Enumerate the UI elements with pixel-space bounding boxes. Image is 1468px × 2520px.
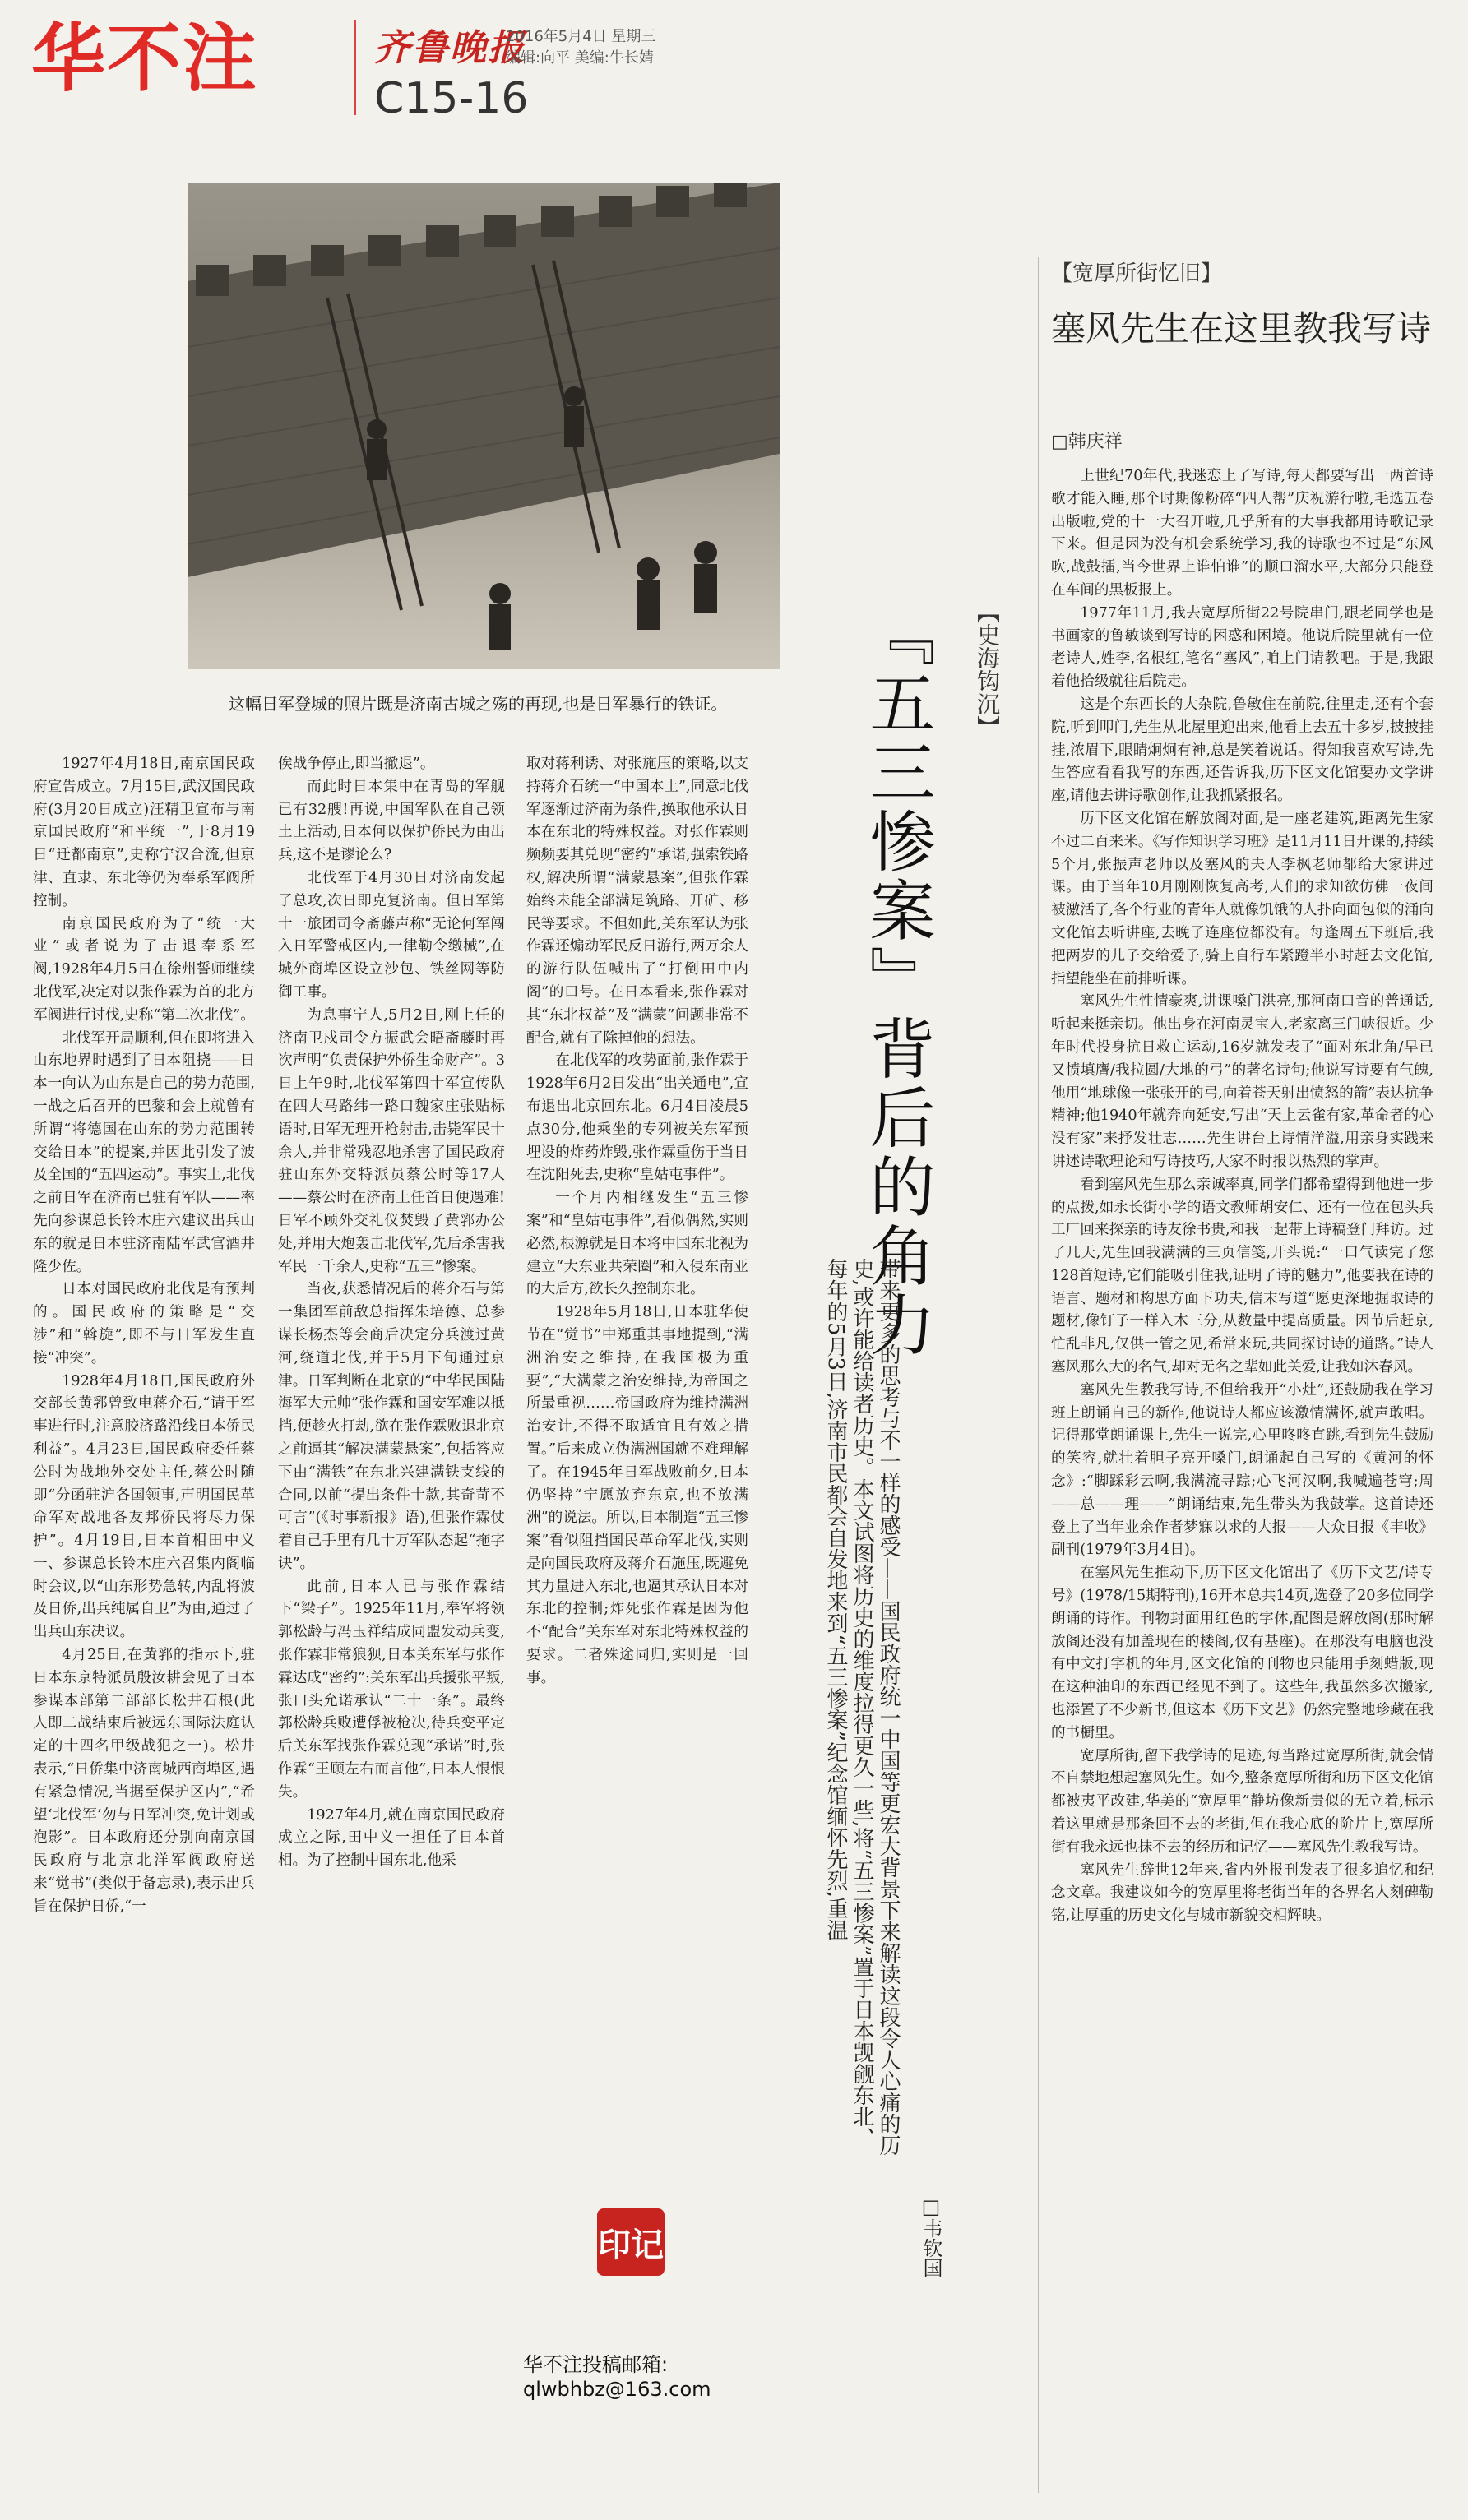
page-editors: 编辑:向平 美编:牛长婧 <box>506 49 654 67</box>
column-stamp: 印记 <box>597 2208 665 2276</box>
paragraph: 在北伐军的攻势面前,张作霖于1928年6月2日发出“出关通电”,宣布退出北京回东北。6月4日凌晨5点30分,他乘坐的专列被关东军预埋设的炸药炸毁,张作霖重伤于当日在沈阳死去,史称“皇姑屯事件”。 <box>526 1052 748 1184</box>
paragraph: 塞风先生教我写诗,不但给我开“小灶”,还鼓励我在学习班上朗诵自己的新作,他说诗人都应该激情满怀,就声敢唱。记得那堂朗诵课上,先生一说完,心里咚咚直跳,看到先生鼓励的笑容,就壮着胆子亮开嗓门,朗诵起自己写的《黄河的怀念》:“脚踩彩云啊,我满流寻踪;心飞河汉啊,我喊遍苍穹;周——总——理——”朗诵结束,先生带头为我鼓掌。这首诗还登上了当年业余作者梦寐以求的大报——大众日报《丰收》副刊(1979年3月4日)。 <box>1051 1381 1433 1559</box>
paragraph: 北伐军开局顺利,但在即将进入山东地界时遇到了日本阻挠——日本一向认为山东是自己的势力范围,一战之后召开的巴黎和会上就曾有所谓“将德国在山东的势力范围转交给日本”的提案,并因此引发了波及全国的“五四运动”。事实上,北伐之前日军在济南已驻有军队——率先向参谋总长铃木庄六建议出兵山东的就是日本驻济南陆军武官酒井隆少佐。 <box>33 1029 255 1275</box>
paragraph: 1927年4月18日,南京国民政府宣告成立。7月15日,武汉国民政府(3月20日成立)汪精卫宣布与南京国民政府“和平统一”,于8月19日“迁都南京”,史称宁汉合流,但京津、直隶、东北等仍为奉系军阀所控制。 <box>33 756 255 909</box>
city-wall-scene <box>188 183 780 669</box>
paragraph: 宽厚所街,留下我学诗的足迹,每当路过宽厚所街,就会情不自禁地想起塞风先生。如今,整条宽厚所街和历下区文化馆都被夷平改建,华美的“宽厚里”静坊像新贵似的无立着,标示着这里就是那条回不去的老街,但在我心底的阶片上,宽厚所街有我永远也抹不去的经历和记忆——塞风先生教我写诗。 <box>1051 1747 1433 1856</box>
masthead-title: 华不注 <box>31 16 258 102</box>
sidebar-body <box>1051 465 1433 2480</box>
paragraph: 1928年5月18日,日本驻华使节在“觉书”中郑重其事地提到,“满洲治安之维持,在我国极为重要”,“大满蒙之治安维持,为帝国之所最重视……帝国政府为维持满洲治安计,不得不取适宜且有效之措置。”后来成立伪满洲国就不难理解了。在1945年日军战败前夕,日本仍坚持“宁愿放弃东京,也不放满洲”的说法。所以,日本制造“五三惨案”看似阻挡国民革命军北伐,实则是向国民政府及蒋介石施压,既避免其力量进入东北,也逼其承认日本对东北的控制;炸死张作霖是因为他不“配合”关东军对东北特殊权益的要求。二者殊途同归,实则是一回事。 <box>526 1304 748 1686</box>
paragraph: 一个月内相继发生“五三惨案”和“皇姑屯事件”,看似偶然,实则必然,根源就是日本将中国东北视为建立“大东亚共荣圈”和入侵东南亚的大后方,欲长久控制东北。 <box>526 1190 748 1298</box>
article-column-2 <box>278 753 505 2496</box>
submission-email-label: 华不注投稿邮箱: <box>523 2353 669 2376</box>
paragraph: 1928年4月18日,国民政府外交部长黄郛曾致电蒋介石,“请于军事进行时,注意胶济路沿线日本侨民利益”。4月23日,国民政府委任蔡公时为战地外交处主任,蔡公时随即“分函驻沪各国领事,声明国民革命军对战地各友邦侨民将尽力保护”。4月19日,日本首相田中义一、参谋总长铃木庄六召集内阁临时会议,以“山东形势急转,内乱将波及日侨,出兵纯属自卫”为由,通过了出兵山东决议。 <box>33 1372 255 1641</box>
masthead-divider <box>354 20 356 115</box>
paragraph: 在塞风先生推动下,历下区文化馆出了《历下文艺/诗专号》(1978/15期特刊),16开本总共14页,选登了20多位同学朗诵的诗作。刊物封面用红色的字体,配图是解放阁(那时解放阁还没有加盖现在的楼阁,仅有基座)。在那没有电脑也没有中文打字机的年月,区文化馆的刊物也只能用手刻蜡版,现在这种油印的东西已经见不到了。这些年,我虽然多次搬家,也添置了不少新书,但这本《历下文艺》仍然完整地珍藏在我的书橱里。 <box>1051 1565 1433 1741</box>
sidebar-title: 塞风先生在这里教我写诗 <box>1051 308 1432 349</box>
paragraph: 而此时日本集中在青岛的军舰已有32艘!再说,中国军队在自己领土上活动,日本何以保护侨民为由出兵,这不是谬论么? <box>278 778 505 864</box>
paragraph: 当夜,获悉情况后的蒋介石与第一集团军前敌总指挥朱培德、总参谋长杨杰等会商后决定分兵渡过黄河,绕道北伐,并于5月下旬通过京津。日军判断在北京的“中华民国陆海军大元帅”张作霖和国安军难以抵挡,便趁火打劫,欲在张作霖败退北京之前逼其“解决满蒙悬案”,包括答应下由“满铁”在东北兴建满铁支线的合同,以前“提出条件十款,其奇苛不可言”(《时事新报》语),但张作霖仗着自己手里有几十万军队态起“拖字诀”。 <box>278 1281 505 1572</box>
paragraph: 北伐军于4月30日对济南发起了总攻,次日即克复济南。但日军第十一旅团司令斋藤声称“无论何军闯入日军警戒区内,一律勒令缴械”,在城外商埠区设立沙包、铁丝网等防御工事。 <box>278 869 505 1001</box>
paragraph: 塞风先生性情豪爽,讲课嗓门洪亮,那河南口音的普通话,听起来挺亲切。他出身在河南灵宝人,老家离三门峡很近。少年时代投身抗日救亡运动,16岁就发表了“面对东北角/早已又愤填膺/我拉圆/大地的弓”的著名诗句;他说写诗要有气魄,他用“地球像一张张开的弓,向着苍天射出愤怒的箭”表达抗争精神;他1940年就奔向延安,写出“天上云雀有家,革命者的心没有家”来抒发壮志……先生讲台上诗情洋溢,用亲身实践来讲述诗歌理论和写诗技巧,大家不时报以热烈的掌声。 <box>1051 993 1433 1170</box>
paragraph: 上世纪70年代,我迷恋上了写诗,每天都要写出一两首诗歌才能入睡,那个时期像粉碎“四人帮”庆祝游行啦,毛选五卷出版啦,党的十一大召开啦,几乎所有的大事我都用诗歌记录下来。但是因为没有机会系统学习,我的诗歌也不过是“东风吹,战鼓擂,当今世界上谁怕谁”的顺口溜水平,大部分只能登在车间的黑板报上。 <box>1051 468 1433 599</box>
paragraph: 日本对国民政府北伐是有预判的。国民政府的策略是“交涉”和“斡旋”,即不与日军发生直接“冲突”。 <box>33 1281 255 1366</box>
historical-photo <box>188 183 780 669</box>
paragraph: 取对蒋利诱、对张施压的策略,以支持蒋介石统一“中国本土”,同意北伐军逐渐过济南为条件,换取他承认日本在东北的特殊权益。对张作霖则频频要其兑现“密约”承诺,强索铁路权,解决所谓“满蒙悬案”,但张作霖始终未能全部满足筑路、开矿、移民等要求。不但如此,关东军认为张作霖还煽动军民反日游行,两万余人的游行队伍喊出了“打倒田中内阁”的口号。在日本看来,张作霖对其“东北权益”及“满蒙”问题非常不配合,就有了除掉他的想法。 <box>526 756 748 1047</box>
article-standfirst: 带来更多的思考与不一样的感受——国民政府统一中国等更宏大背景下来解读这段令人心痛的历史,或许能给读者历史。本文试图将历史的维度拉得更久一些,将“五三惨案”置于日本觊觎东北、每年的5月3日,济南市民都会自发地来到“五三惨案”纪念馆缅怀先烈,重温 <box>823 1258 901 2156</box>
paragraph: 这是个东西长的大杂院,鲁敏住在前院,往里走,还有个套院,听到叩门,先生从北屋里迎出来,他看上去五十多岁,披披挂挂,浓眉下,眼睛炯炯有神,总是笑着说话。得知我喜欢写诗,先生答应看看我写的东西,还告诉我,历下区文化馆要办文学讲座,请他去讲诗歌创作,让我抓紧报名。 <box>1051 696 1433 805</box>
paragraph: 1977年11月,我去宽厚所街22号院串门,跟老同学也是书画家的鲁敏谈到写诗的困惑和困境。他说后院里就有一位老诗人,姓李,名根红,笔名“塞风”,咱上门请教吧。于是,我跟着他拾级就往后院走。 <box>1051 604 1433 691</box>
photo-caption: 这幅日军登城的照片既是济南古城之殇的再现,也是日军暴行的铁证。 <box>229 694 728 714</box>
paragraph: 1927年4月,就在南京国民政府成立之际,田中义一担任了日本首相。为了控制中国东北,他采 <box>278 1806 505 1870</box>
paragraph: 南京国民政府为了“统一大业”或者说为了击退奉系军阀,1928年4月5日在徐州誓师继续北伐军,决定对以张作霖为首的北方军阀进行讨伐,史称“第二次北伐”。 <box>33 915 255 1024</box>
paragraph: 为息事宁人,5月2日,刚上任的济南卫戍司令方振武会晤斋藤时再次声明“负责保护外侨生命财产”。3日上午9时,北伐军第四十军宣传队在四大马路纬一路口魏家庄张贴标语时,日军无理开枪射击,击毙军民十余人,并非常残忍地杀害了国民政府驻山东外交特派员蔡公时等17人——蔡公时在济南上任首日便遇难!日军不顾外交礼仪焚毁了黄郛办公处,并用大炮轰击北伐军,先后杀害我军民一千余人,史称“五三”惨案。 <box>278 1006 505 1275</box>
paragraph: 此前,日本人已与张作霖结下“梁子”。1925年11月,奉军将领郭松龄与冯玉祥结成同盟发动兵变,张作霖非常狼狈,日本关东军与张作霖达成“密约”:关东军出兵援张平叛,张口头允诺承认“二十一条”。最终郭松龄兵败遭俘被枪决,待兵变平定后关东军找张作霖兑现“承诺”时,张作霖“王顾左右而言他”,日本人恨恨失。 <box>278 1578 505 1801</box>
paragraph: 看到塞风先生那么亲诚率真,同学们都希望得到他进一步的点拨,如永长街小学的语文教师胡安仁、还有一位在包头兵工厂回来探亲的诗友徐书贵,和我一起带上诗稿登门拜访。过了几天,先生回我满满的三页信笺,开头说:“一口气读完了您128首短诗,它们能吸引住我,证明了诗的魅力”,他要我在诗的语言、题材和构思方面下功夫,信末写道“愿更深地掘取诗的题材,像钉子一样入木三分,从数量中提高质量。因节后赶京,忙乱非凡,仅供一管之见,希常来玩,共同探讨诗的道路。”诗人塞风那么大的名气,却对无名之辈如此关爱,让我如沐春风。 <box>1051 1176 1433 1376</box>
column-tag: 【史海钩沉】 <box>974 600 1001 738</box>
page-code: C15-16 <box>374 74 529 123</box>
submission-email[interactable]: qlwbhbz@163.com <box>523 2378 711 2401</box>
sidebar-author: □韩庆祥 <box>1051 432 1123 452</box>
paragraph: 历下区文化馆在解放阁对面,是一座老建筑,距离先生家不过二百来米。《写作知识学习班》是11月11日开课的,持续5个月,张振声老师以及塞风的夫人李枫老师都给大家讲过课。由于当年10月刚刚恢复高考,人们的求知欲仿佛一夜间被激活了,各个行业的青年人就像饥饿的人扑向面包似的涌向文化馆去听讲座,去晚了连座位都没有。每逢周五下班后,我把两岁的儿子交给爱子,骑上自行车紧蹬半小时赶去文化馆,指望能坐在前排听课。 <box>1051 810 1433 987</box>
article-headline: 『五三惨案』背后的角力 <box>859 600 935 1360</box>
article-column-3 <box>526 753 748 2258</box>
page-date: 2016年5月4日 星期三 <box>506 28 656 45</box>
paragraph: 俟战争停止,即当撤退”。 <box>278 756 435 772</box>
sidebar-divider <box>1038 257 1039 2493</box>
paragraph: 塞风先生辞世12年来,省内外报刊发表了很多追忆和纪念文章。我建议如今的宽厚里将老街当年的各界名人刻碑勒铭,让厚重的历史文化与城市新貌交相辉映。 <box>1051 1861 1433 1925</box>
sidebar-tag: 【宽厚所街忆旧】 <box>1051 261 1223 286</box>
article-column-1 <box>33 753 255 2496</box>
paragraph: 4月25日,在黄郛的指示下,驻日本东京特派员殷汝耕会见了日本参谋本部第二部部长松井石根(此人即二战结束后被远东国际法庭认定的十四名甲级战犯之一)。松井表示,“日侨集中济南城西商埠区,遇有紧急情况,当据至保护区内”,“希望‘北伐军’勿与日军冲突,免计划或泡影”。日本政府还分别向南京国民政府与北京北洋军阀政府送来“觉书”(类似于备忘录),表示出兵旨在保护日侨,“一 <box>33 1647 255 1915</box>
article-byline: □韦钦国 <box>919 2195 942 2277</box>
paper-logo: 齐鲁晚报 <box>374 27 526 69</box>
